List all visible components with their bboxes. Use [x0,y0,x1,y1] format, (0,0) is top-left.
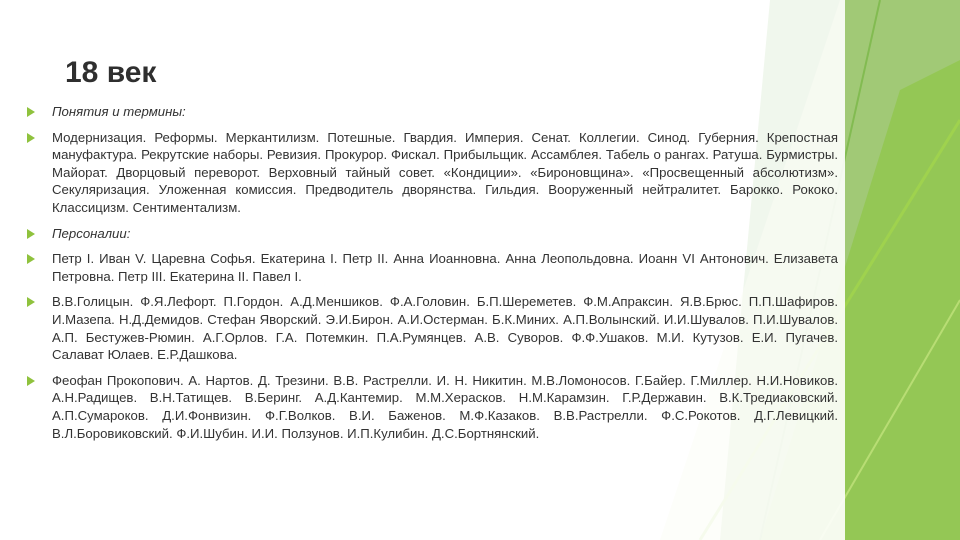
triangle-bullet-icon [27,107,35,117]
bullet-item-terms [26,129,838,217]
bullet-list [26,103,838,450]
bullet-item-culture-figures [26,372,838,442]
bullet-item-rulers [26,250,838,285]
bullet-text: Феофан Прокопович. А. Нартов. Д. Трезини. В.В. Растрелли. И. Н. Никитин. М.В.Ломоносов. Г.Байер. Г.Миллер. Н.И.Новиков. А.Н.Радищев. В.Н.Татищев. В.Беринг. А.Д.Кантемир. М.М.Херасков. Н.М.Карамзин. Г.Р.Державин. В.К.Тредиаковский. А.П.Сумароков. Д.И.Фонвизин. Ф.Г.Волков. В.И. Баженов. М.Ф.Казаков. В.В.Растрелли. Ф.С.Рокотов. Д.Г.Левицкий. В.Л.Боровиковский. Ф.И.Шубин. И.И. Ползунов. И.П.Кулибин. Д.С.Бортнянский. [52,372,838,441]
slide-title: 18 век [65,56,157,89]
bullet-item-terms-heading [26,103,838,121]
bullet-text: Понятия и термины: [52,104,186,119]
triangle-bullet-icon [27,376,35,386]
bullet-text: Модернизация. Реформы. Меркантилизм. Потешные. Гвардия. Империя. Сенат. Коллегии. Синод. Губерния. Крепостная мануфактура. Рекрутские наборы. Ревизия. Прокурор. Фискал. Прибыльщик. Ассамблея. Табель о рангах. Ратуша. Бурмистры. Майорат. Дворцовый переворот. Верховный тайный совет. «Кондиции». «Бироновщина». «Просвещенный абсолютизм». Секуляризация. Уложенная комиссия. Предводитель дворянства. Гильдия. Вооруженный нейтралитет. Барокко. Рококо. Классицизм. Сентиментализм. [52,129,838,215]
bullet-text: Персоналии: [52,225,131,241]
bullet-item-persons-heading [26,225,838,243]
bullet-text: В.В.Голицын. Ф.Я.Лефорт. П.Гордон. А.Д.Меншиков. Ф.А.Головин. Б.П.Шереметев. Ф.М.Апраксин. Я.В.Брюс. П.П.Шафиров. И.Мазепа. Н.Д.Демидов. Стефан Яворский. Э.И.Бирон. А.И.Остерман. Б.К.Миних. А.П.Волынский. И.И.Шувалов. П.И.Шувалов. А.П. Бестужев-Рюмин. А.Г.Орлов. Г.А. Потемкин. П.А.Румянцев. А.В. Суворов. Ф.Ф.Ушаков. М.И. Кутузов. Е.И. Пугачев. Салават Юлаев. Е.Р.Дашкова. [52,294,838,363]
bullet-item-statesmen [26,293,838,363]
triangle-bullet-icon [27,229,35,239]
triangle-bullet-icon [27,133,35,143]
triangle-bullet-icon [27,254,35,264]
bullet-text: Петр I. Иван V. Царевна Софья. Екатерина I. Петр II. Анна Иоанновна. Анна Леопольдовна. Иоанн VI Антонович. Елизавета Петровна. Петр III. Екатерина II. Павел I. [52,251,838,284]
triangle-bullet-icon [27,297,35,307]
